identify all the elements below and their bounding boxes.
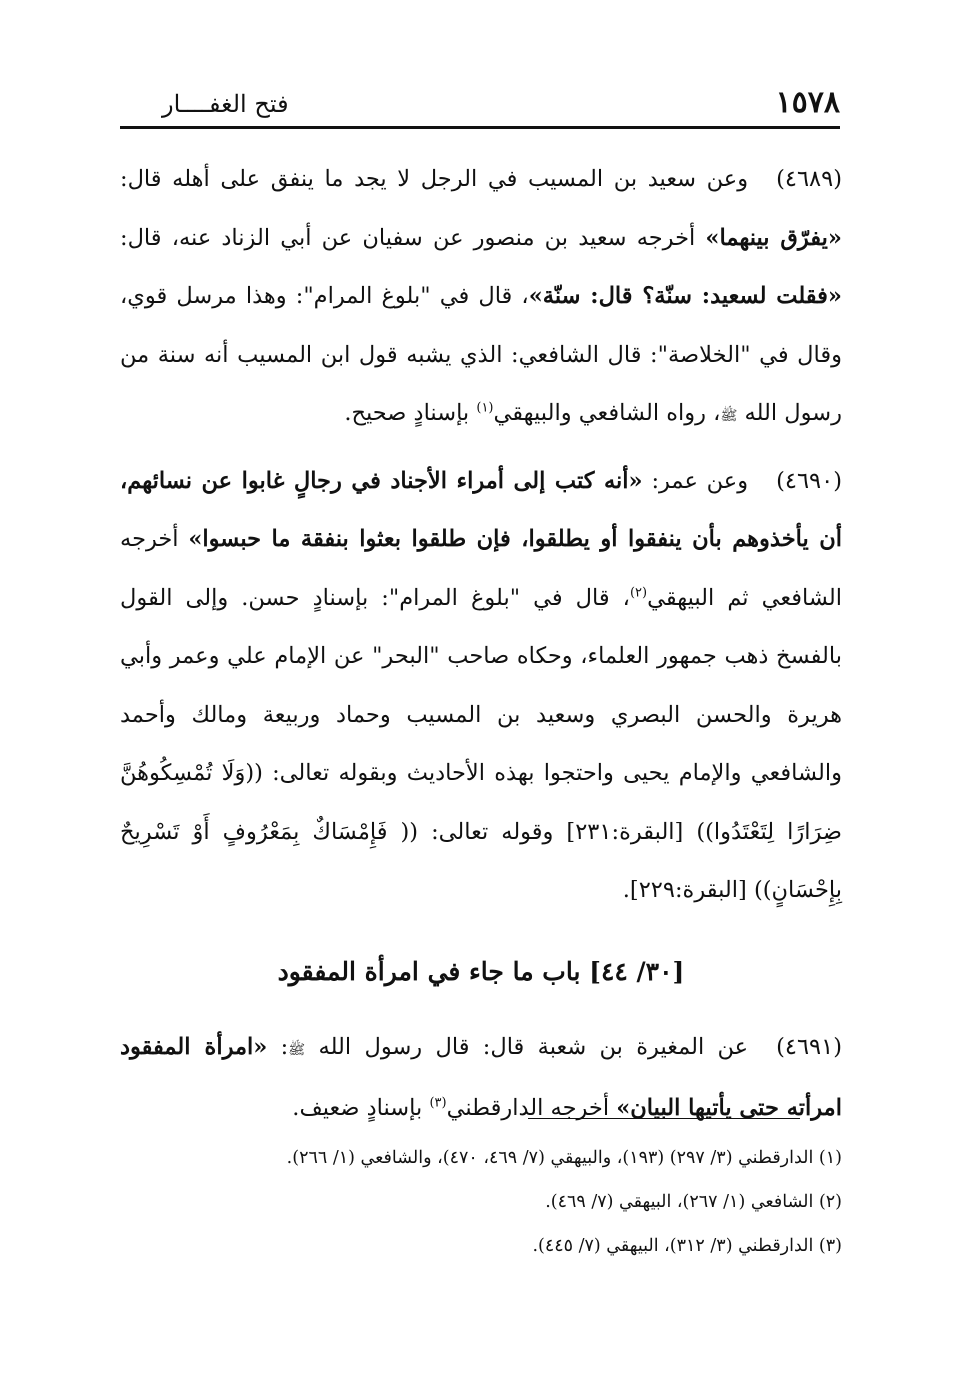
hadith-number: (٤٦٨٩) <box>776 166 842 192</box>
main-text <box>120 150 842 1138</box>
footnote-ref[interactable]: (٣) <box>429 1095 447 1111</box>
hadith-text: : <box>267 1033 289 1060</box>
footnote-divider <box>528 1118 800 1119</box>
footnote-ref[interactable]: (٢) <box>629 585 648 600</box>
hadith-text: ، قال في "بلوغ المرام": وهذا مرسل قوي، وقال في "الخلاصة": قال الشافعي: الذي يشبه قول ابن المسيب أنه سنة من رسول الله <box>120 283 842 426</box>
hadith-quote: «أنه كتب إلى أمراء الأجناد في رجالٍ غابوا عن نسائهم، أن يأخذوهم بأن ينفقوا أو يطلقوا، فإن طلقوا بعثوا بنفقة ما حبسوا» <box>120 467 843 552</box>
page-number: ١٥٧٨ <box>775 85 840 120</box>
hadith-text: أخرجه الدارقطني <box>446 1095 617 1121</box>
hadith-text: ، رواه الشافعي والبيهقي <box>493 400 721 426</box>
hadith-text: أخرجه الشافعي ثم البيهقي <box>120 526 842 611</box>
footnote-item: (٣) الدارقطني (٣/ ٣١٢)، البيهقي (٧/ ٤٤٥). <box>532 1236 842 1256</box>
hadith-text: أخرجه سعيد بن منصور عن سفيان عن أبي الزناد عنه، قال: <box>120 224 706 251</box>
hadith-quote: «امرأة المفقود امرأته حتى يأتيها البيان» <box>120 1033 842 1121</box>
footnote-ref[interactable]: (١) <box>476 400 494 416</box>
hadith-text: ، قال في "بلوغ المرام": بإسنادٍ حسن. وإلى القول بالفسخ ذهب جمهور العلماء، وحكاه صاحب "البحر" عن الإمام علي وعمر وأبي هريرة والحسن البصري وسعيد بن المسيب وحماد وربيعة ومالك وأحمد والشافعي والإمام يحيى واحتجوا بهذه الأحاديث وبقوله تعالى: ((وَلَا تُمْسِكُوهُنَّ ضِرَارًا لِتَعْتَدُوا)) [البقرة:٢٣١] وقوله تعالى: (( فَإِمْسَاكٌ بِمَعْرُوفٍ أَوْ تَسْرِيحٌ بِإِحْسَانٍ)) [البقرة:٢٢٩]. <box>120 584 842 903</box>
hadith-text: عن المغيرة بن شعبة قال: قال رسول الله <box>305 1033 749 1060</box>
footnotes <box>120 1136 842 1268</box>
hadith-text: بإسنادٍ ضعيف. <box>292 1095 430 1121</box>
footnote-item: (٢) الشافعي (١/ ٢٦٧)، البيهقي (٧/ ٤٦٩). <box>545 1192 842 1212</box>
hadith-text: وعن عمر: <box>642 467 749 494</box>
salawat-glyph: ﷺ <box>288 1041 306 1058</box>
page-header <box>120 80 840 129</box>
hadith-4690 <box>120 452 842 920</box>
hadith-quote: «فقلت لسعيد: سنّة؟ قال: سنّة» <box>528 283 842 309</box>
running-title: فتح الغفــــار <box>162 90 289 118</box>
chapter-heading: [٣٠/ ٤٤] باب ما جاء في امرأة المفقود <box>277 956 685 986</box>
hadith-text: وعن سعيد بن المسيب في الرجل لا يجد ما ينفق على أهله قال: <box>120 166 749 192</box>
hadith-text: بإسنادٍ صحيح. <box>344 400 477 426</box>
hadith-4689 <box>120 150 842 446</box>
salawat-glyph: ﷺ <box>720 408 738 424</box>
hadith-number: (٤٦٩١) <box>776 1033 842 1060</box>
hadith-number: (٤٦٩٠) <box>776 467 843 494</box>
hadith-quote: «يفرّق بينهما» <box>705 224 842 251</box>
footnote-item: (١) الدارقطني (٣/ ٢٩٧) (١٩٣)، والبيهقي (٧/ ٤٦٩، ٤٧٠)، والشافعي (١/ ٢٦٦). <box>286 1148 842 1168</box>
hadith-4691 <box>120 1018 842 1138</box>
